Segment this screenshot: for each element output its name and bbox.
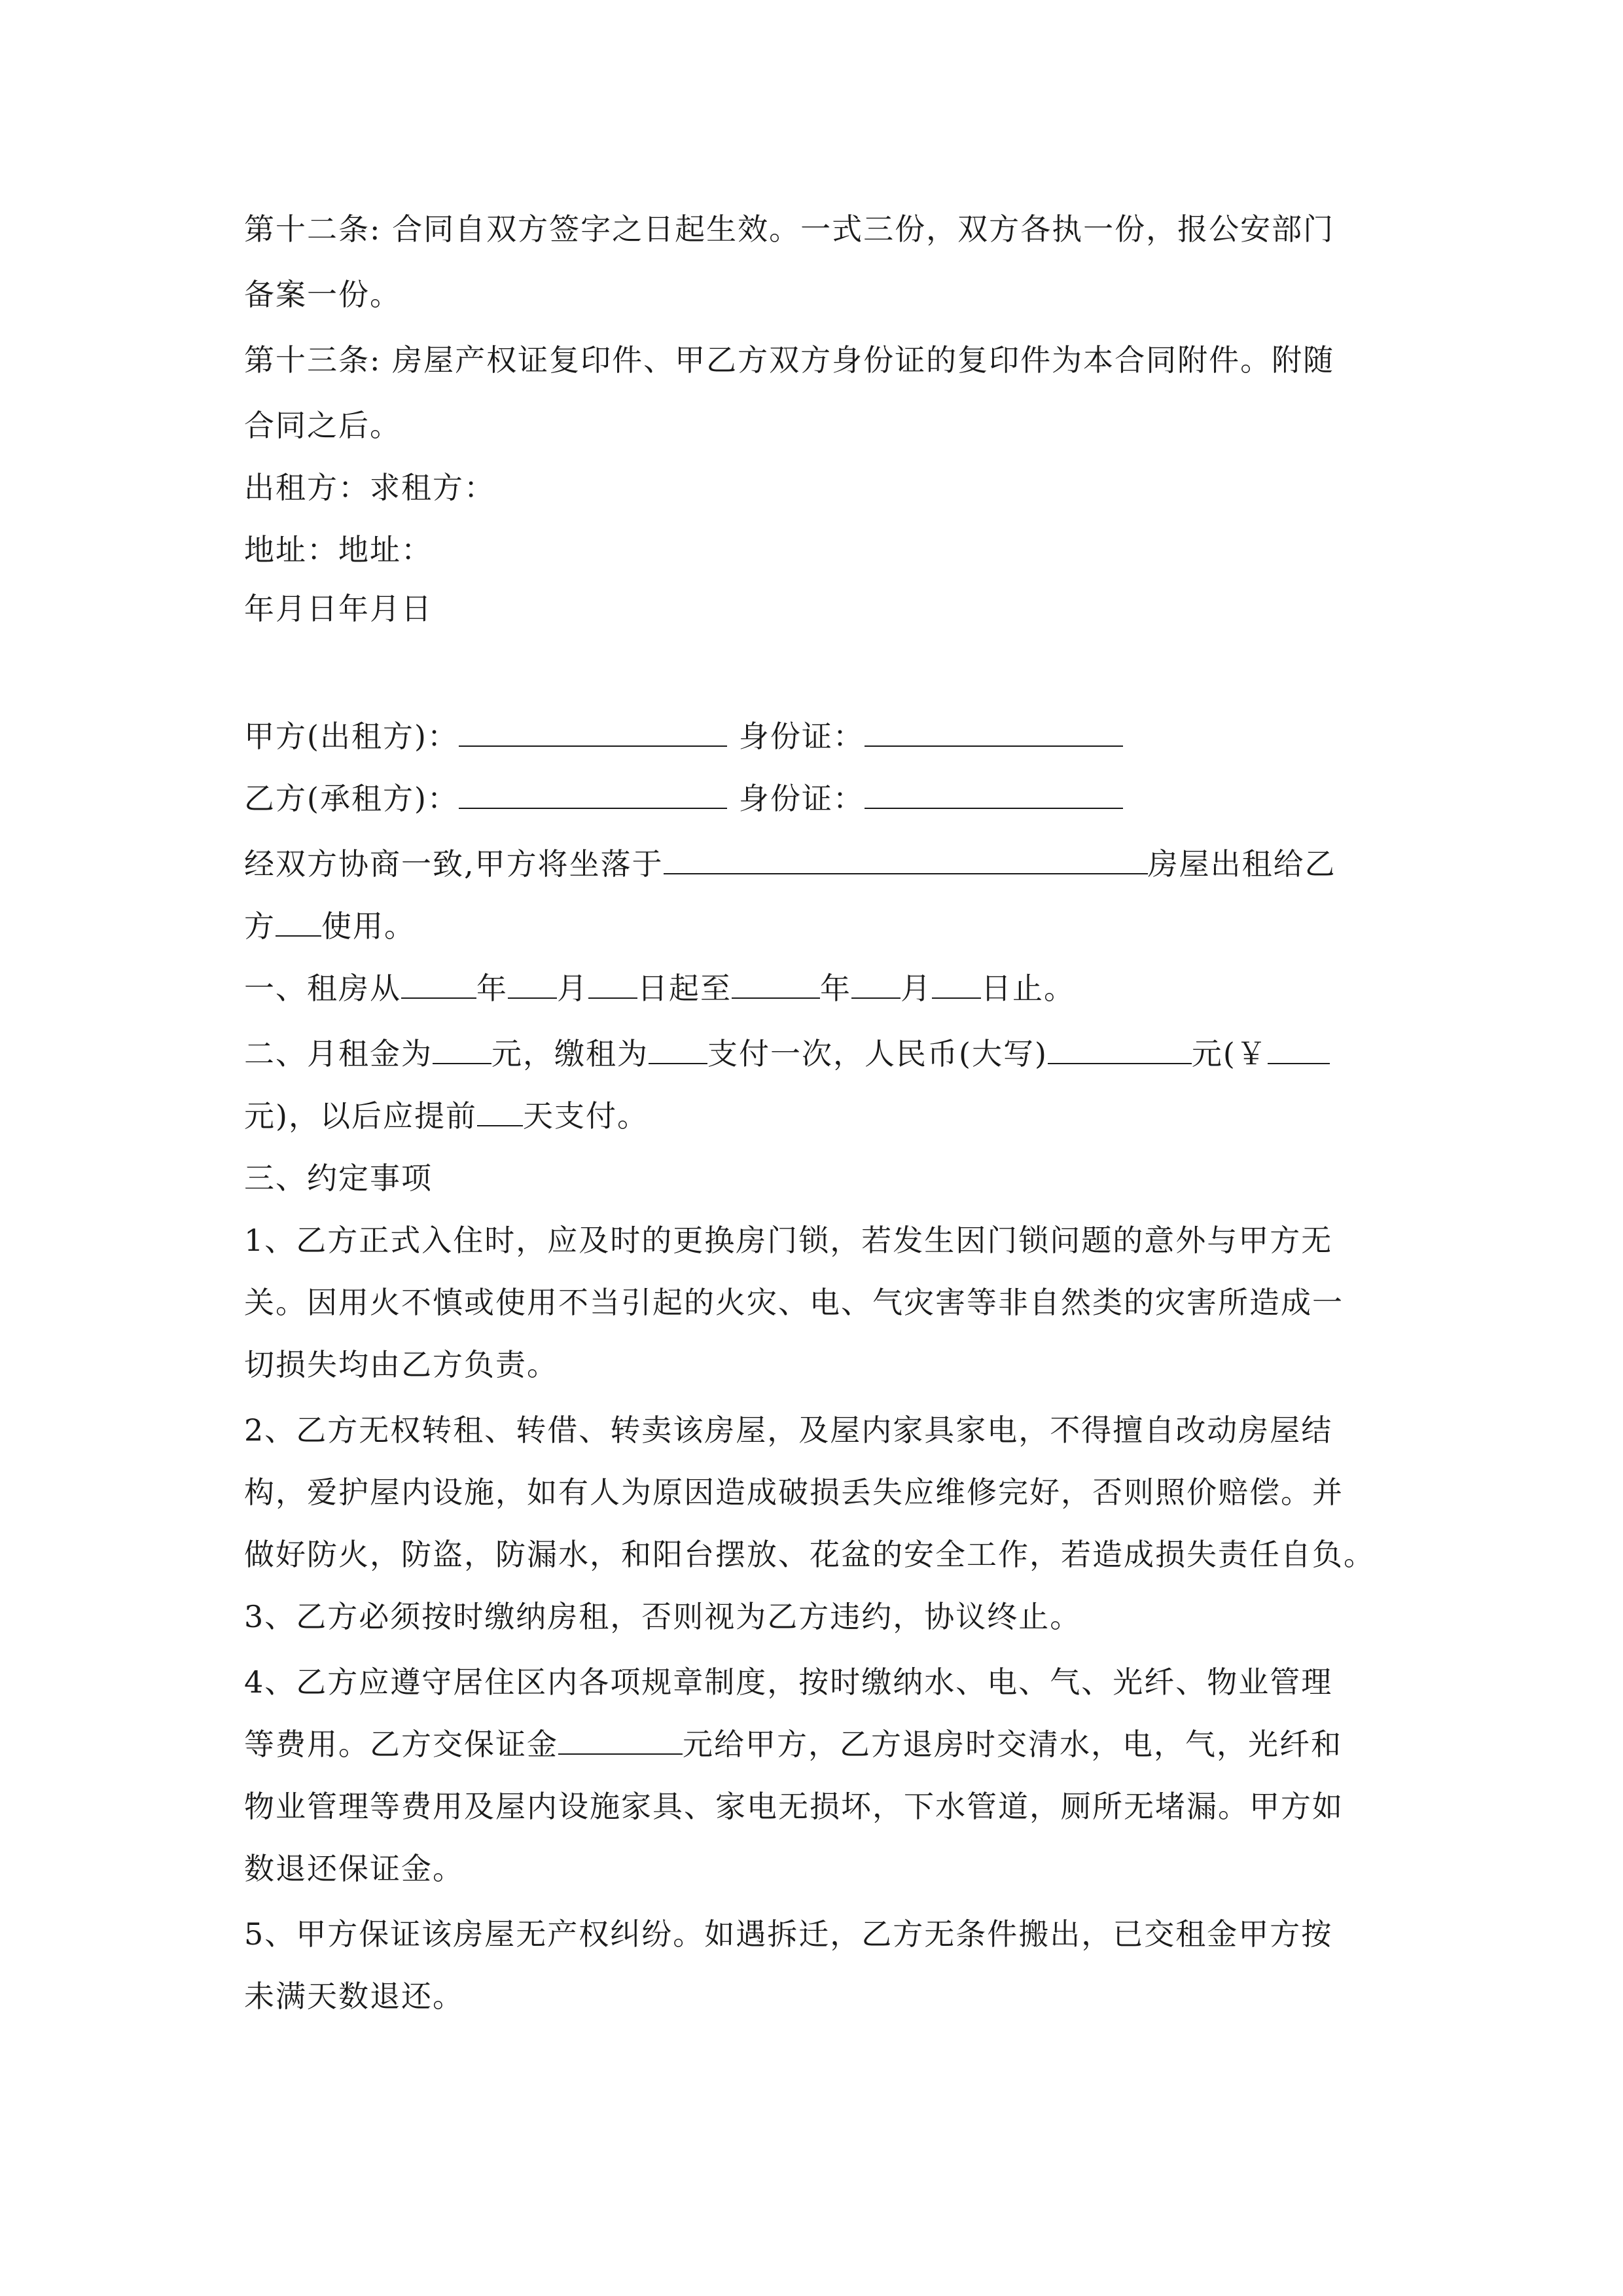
signature-address: 地址：地址： xyxy=(244,532,433,567)
rent-days-label: 天支付。 xyxy=(522,1098,649,1134)
rent-yuan-label: 元(￥ xyxy=(1191,1036,1268,1071)
party-b-name-blank xyxy=(459,781,727,809)
party-a-label: 甲方(出租方)： xyxy=(244,719,459,754)
end-year-blank xyxy=(732,971,820,999)
monthly-rent-blank xyxy=(433,1037,491,1064)
term-year-label: 年 xyxy=(476,971,508,1006)
item-1-line-3: 切损失均由乙方负责。 xyxy=(244,1347,558,1382)
item-2-line-3: 做好防火，防盗，防漏水，和阳台摆放、花盆的安全工作，若造成损失责任自负。 xyxy=(244,1537,1375,1572)
party-a-id-label: 身份证： xyxy=(738,719,865,754)
item-1-line-1: 1、乙方正式入住时，应及时的更换房门锁，若发生因门锁问题的意外与甲方无 xyxy=(244,1223,1333,1258)
party-b-row xyxy=(244,779,1123,818)
agreement-intro: 经双方协商一致,甲方将坐落于 xyxy=(244,846,664,882)
item-5-line-2: 未满天数退还。 xyxy=(244,1979,464,2014)
item-4-line-3: 物业管理等费用及屋内设施家具、家电无损坏，下水管道，厕所无堵漏。甲方如 xyxy=(244,1789,1344,1824)
rent-line-2 xyxy=(244,1096,649,1136)
agreement-line-1 xyxy=(244,844,1336,884)
item-4-line-2 xyxy=(244,1725,1342,1764)
item-2-line-2: 构，爱护屋内设施，如有人为原因造成破损丢失应维修完好，否则照价赔偿。并 xyxy=(244,1475,1344,1510)
section-3-title: 三、约定事项 xyxy=(244,1160,433,1196)
term-from: 一、租房从 xyxy=(244,971,401,1006)
agreement-party: 方 xyxy=(244,908,276,944)
term-line xyxy=(244,969,1075,1008)
signature-date: 年月日年月日 xyxy=(244,591,433,626)
start-year-blank xyxy=(401,971,476,999)
amount-figures-blank xyxy=(1268,1037,1330,1064)
party-a-id-blank xyxy=(865,719,1123,747)
deposit-label: 等费用。乙方交保证金 xyxy=(244,1727,558,1762)
term-month-label: 月 xyxy=(557,971,588,1006)
end-month-blank xyxy=(851,971,901,999)
amount-words-blank xyxy=(1048,1037,1192,1064)
item-2-line-1: 2、乙方无权转租、转借、转卖该房屋，及屋内家具家电，不得擅自改动房屋结 xyxy=(244,1412,1333,1448)
item-5-line-1: 5、甲方保证该房屋无产权纠纷。如遇拆迁，乙方无条件搬出，已交租金甲方按 xyxy=(244,1916,1333,1952)
party-b-id-blank xyxy=(865,781,1123,809)
rent-advance-label: 元)，以后应提前 xyxy=(244,1098,477,1134)
end-day-blank xyxy=(932,971,981,999)
item-4-line-4: 数退还保证金。 xyxy=(244,1851,464,1886)
item-1-line-2: 关。因用火不慎或使用不当引起的火灾、电、气灾害等非自然类的灾害所造成一 xyxy=(244,1285,1344,1320)
signature-parties: 出租方：求租方： xyxy=(244,470,495,505)
term-end: 日止。 xyxy=(981,971,1075,1006)
agreement-use: 使用。 xyxy=(321,908,416,944)
agreement-rent-to: 房屋出租给乙 xyxy=(1147,846,1336,882)
deposit-text: 元给甲方，乙方退房时交清水，电，气，光纤和 xyxy=(683,1727,1342,1762)
advance-days-blank xyxy=(477,1099,523,1126)
rent-payment-label: 元，缴租为 xyxy=(491,1036,649,1071)
article-12-line-1: 第十二条: 合同自双方签字之日起生效。一式三份，双方各执一份，报公安部门 xyxy=(244,211,1335,247)
usage-blank xyxy=(276,909,321,937)
party-a-row xyxy=(244,717,1123,756)
deposit-amount-blank xyxy=(558,1727,683,1755)
property-address-blank xyxy=(664,847,1148,874)
item-3-line-1: 3、乙方必须按时缴纳房租，否则视为乙方违约，协议终止。 xyxy=(244,1599,1082,1634)
party-a-name-blank xyxy=(459,719,727,747)
start-day-blank xyxy=(588,971,637,999)
article-13-line-1: 第十三条: 房屋产权证复印件、甲乙方双方身份证的复印件为本合同附件。附随 xyxy=(244,342,1335,378)
rent-monthly-label: 二、月租金为 xyxy=(244,1036,433,1071)
rent-line-1 xyxy=(244,1034,1330,1073)
term-until: 日起至 xyxy=(637,971,732,1006)
start-month-blank xyxy=(508,971,557,999)
article-13-line-2: 合同之后。 xyxy=(244,408,401,443)
term-month-label-2: 月 xyxy=(901,971,932,1006)
payment-period-blank xyxy=(649,1037,707,1064)
party-b-id-label: 身份证： xyxy=(738,781,865,816)
item-4-line-1: 4、乙方应遵守居住区内各项规章制度，按时缴纳水、电、气、光纤、物业管理 xyxy=(244,1664,1333,1700)
rent-rmb-label: 支付一次，人民币(大写) xyxy=(707,1036,1048,1071)
agreement-line-2 xyxy=(244,906,416,946)
article-12-line-2: 备案一份。 xyxy=(244,277,401,312)
term-year-label-2: 年 xyxy=(820,971,851,1006)
party-b-label: 乙方(承租方)： xyxy=(244,781,459,816)
